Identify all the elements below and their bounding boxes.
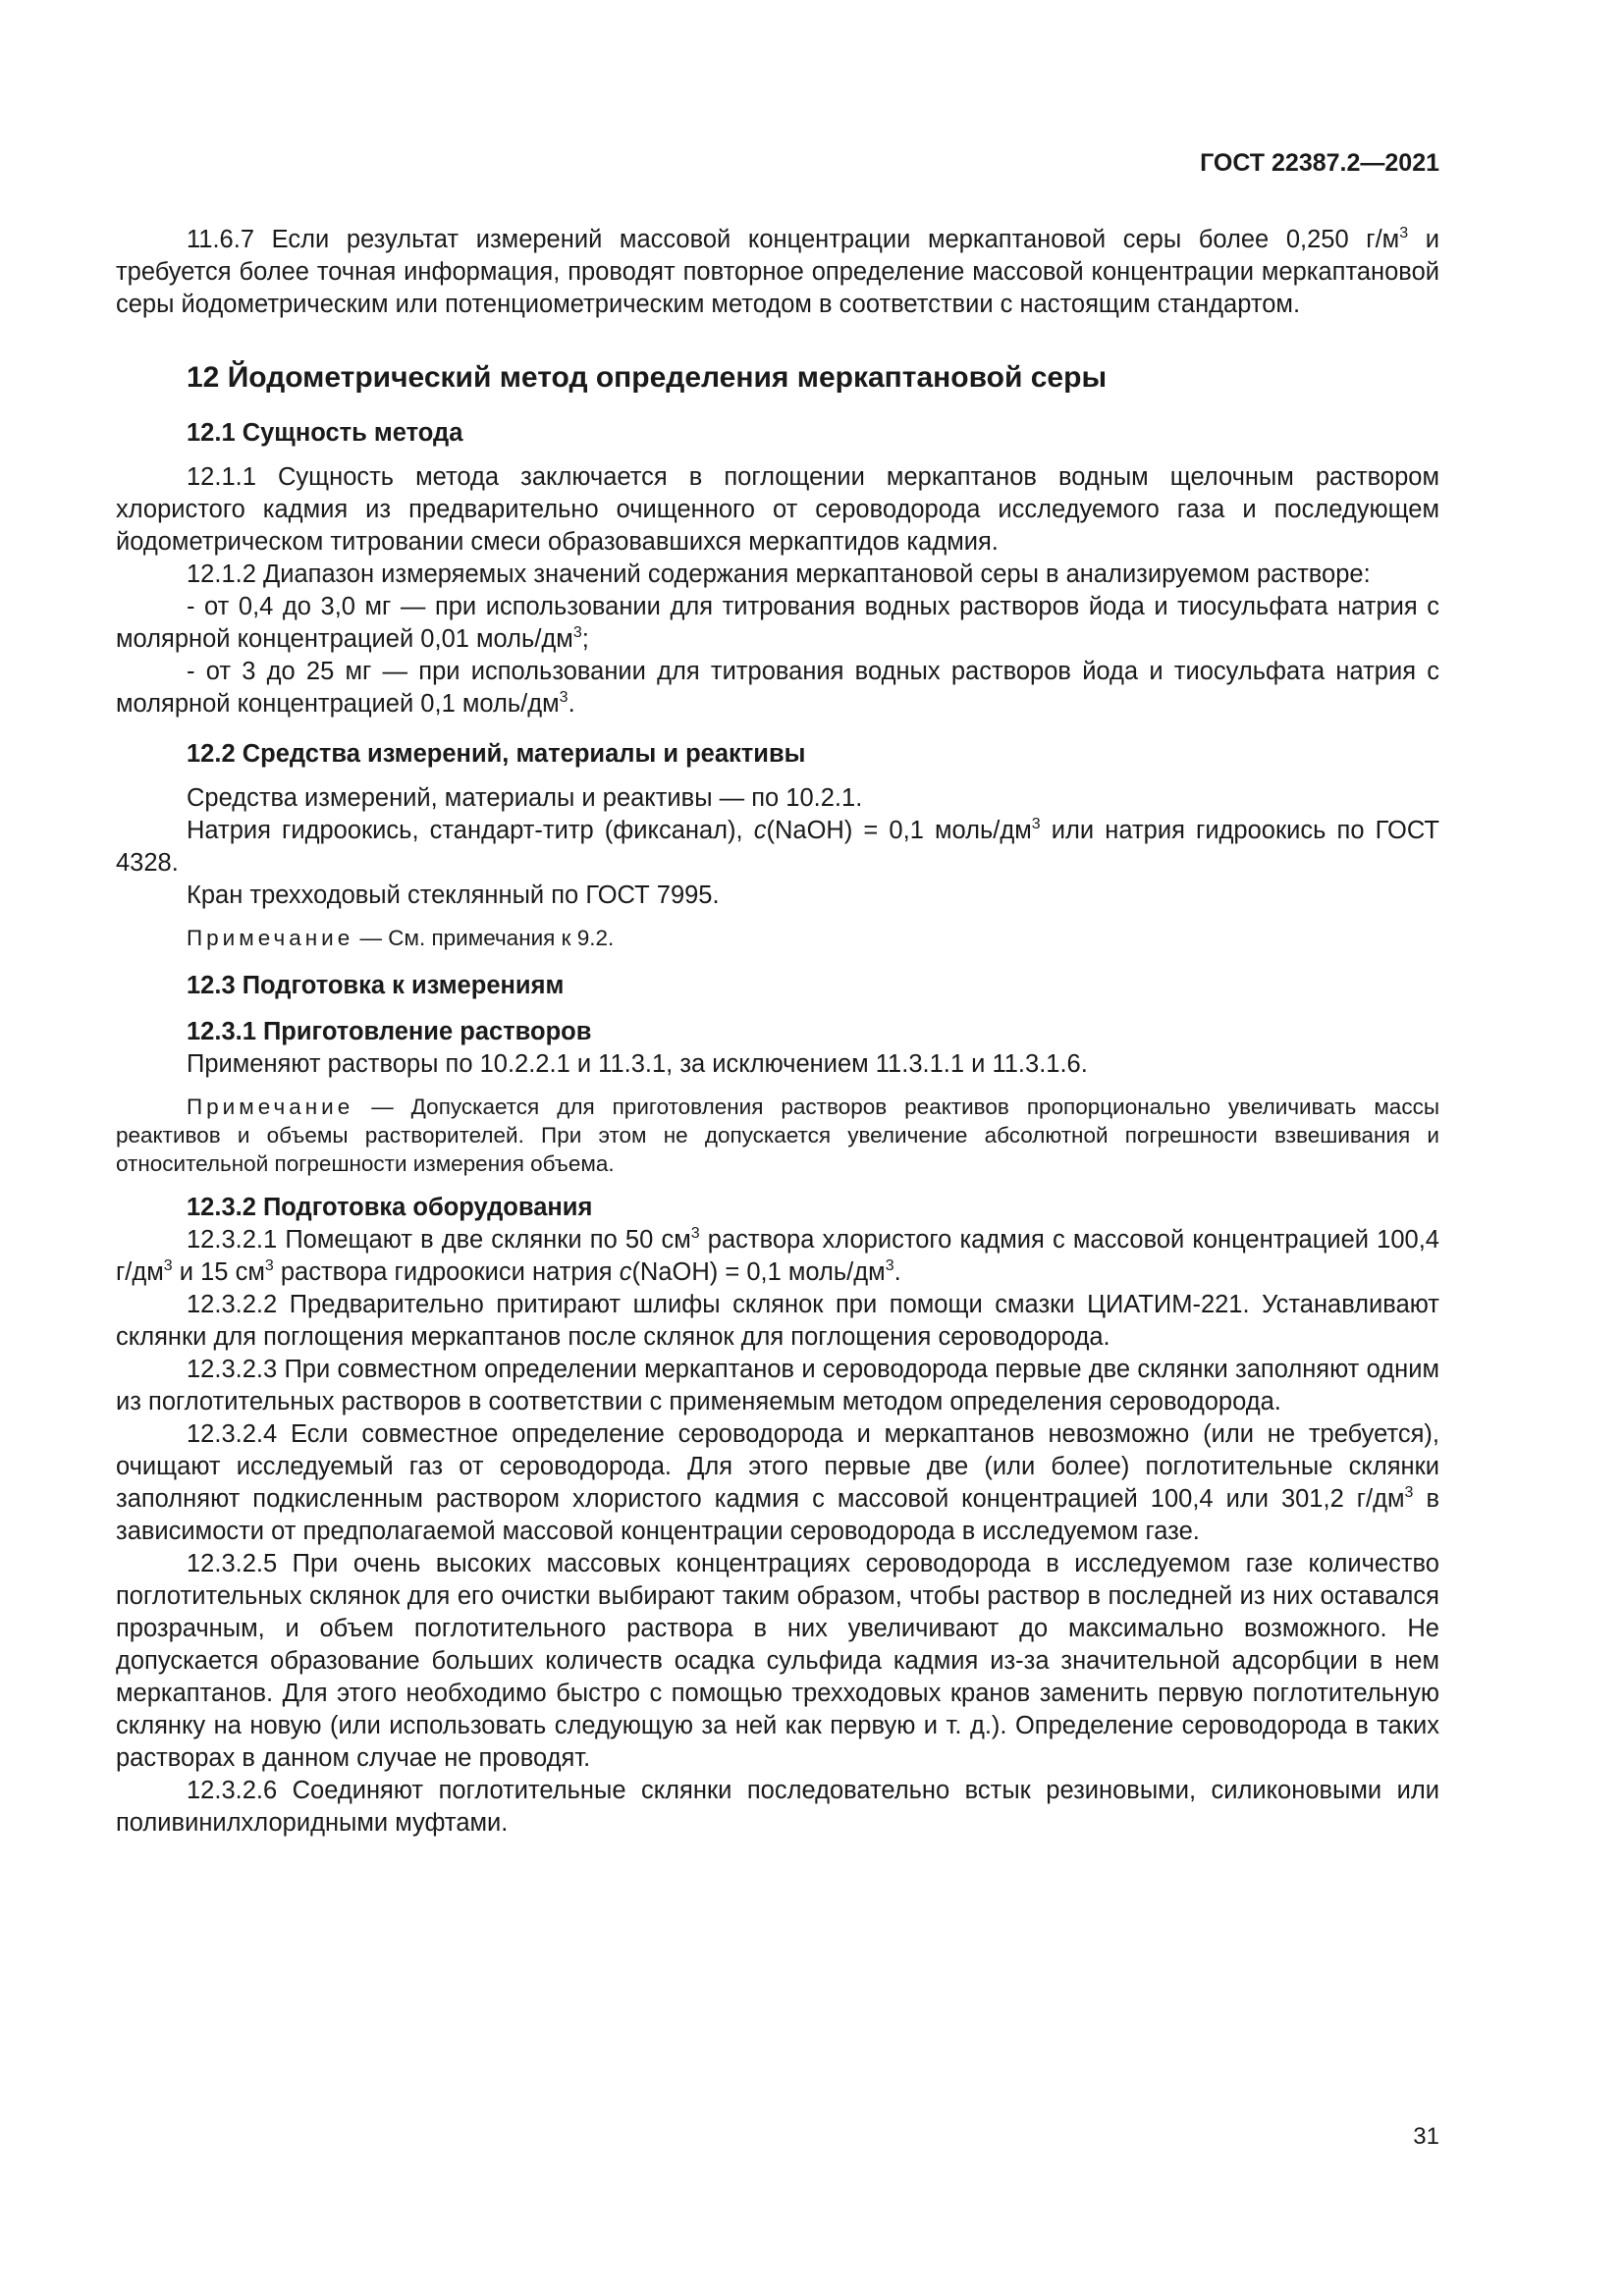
superscript: 3 bbox=[1404, 1484, 1414, 1501]
note-label: Примечание bbox=[187, 926, 354, 950]
text: (NaOH) = 0,1 моль/дм bbox=[631, 1258, 886, 1286]
superscript: 3 bbox=[690, 1225, 700, 1242]
text: раствора хлористого кадмия с массовой концентрацией 100,4 г/дм bbox=[116, 1226, 1439, 1286]
text: - от 3 до 25 мг — при использовании для титрования водных растворов йода и тиосульфата натрия с молярной концентрацией 0,1 моль/дм bbox=[116, 658, 1439, 718]
text: и 15 см bbox=[172, 1258, 265, 1286]
paragraph-12-1-1: 12.1.1 Сущность метода заключается в поглощении меркаптанов водным щелочным раствором хлористого кадмия из предварительно очищенного от сероводорода исследуемого газа и последующем йодометрическом титровании смеси образовавшихся меркаптидов кадмия. bbox=[116, 463, 1439, 556]
paragraph-12-2-c: Кран трехходовый стеклянный по ГОСТ 7995. bbox=[187, 881, 720, 909]
note-2 bbox=[116, 1093, 1439, 1178]
paragraph-12-3-2-1 bbox=[116, 1224, 1439, 1289]
italic-symbol: c bbox=[619, 1258, 632, 1286]
paragraph-12-2-b bbox=[116, 815, 1439, 880]
paragraph-12-3-2-3: 12.3.2.3 При совместном определении меркаптанов и сероводорода первые две склянки заполняют одним из поглотительных растворов в соответствии с применяемым методом определения сероводорода. bbox=[116, 1356, 1439, 1415]
subsection-heading-12-3-2: 12.3.2 Подготовка оборудования bbox=[187, 1194, 593, 1221]
note-1 bbox=[116, 924, 1439, 952]
text: 12.3.2.1 Помещают в две склянки по 50 см bbox=[187, 1226, 691, 1254]
paragraph-12-3-1: Применяют растворы по 10.2.2.1 и 11.3.1, за исключением 11.3.1.1 и 11.3.1.6. bbox=[187, 1050, 1088, 1078]
paragraph-12-3-2-5: 12.3.2.5 При очень высоких массовых концентрациях сероводорода в исследуемом газе количество поглотительных склянок для его очистки выбирают таким образом, чтобы раствор в последней из них оставался прозрачным, и объем поглотительного раствора в них увеличивают до максимально возможного. Не допускается образование больших количеств осадка сульфида кадмия из-за значительной адсорбции в нем меркаптанов. Для этого необходимо быстро с помощью трехходовых кранов заменить первую поглотительную склянку на новую (или использовать следующую за ней как первую и т. д.). Определение сероводорода в таких растворах в данном случае не проводят. bbox=[116, 1550, 1439, 1772]
subsection-heading-12-3: 12.3 Подготовка к измерениям bbox=[187, 972, 565, 999]
text: или натрия гидроокись по ГОСТ 4328. bbox=[116, 817, 1439, 877]
text: . bbox=[893, 1258, 901, 1286]
list-item-range-2 bbox=[116, 656, 1439, 721]
document-code: ГОСТ 22387.2—2021 bbox=[1200, 149, 1439, 177]
paragraph-12-1-2: 12.1.2 Диапазон измеряемых значений содержания меркаптановой серы в анализируемом растворе: bbox=[187, 561, 1371, 588]
paragraph-12-3-2-6: 12.3.2.6 Соединяют поглотительные склянки последовательно встык резиновыми, силиконовыми или поливинилхлоридными муфтами. bbox=[116, 1777, 1439, 1837]
page-number: 31 bbox=[1413, 2123, 1439, 2150]
superscript: 3 bbox=[885, 1257, 894, 1274]
text: 11.6.7 Если результат измерений массовой концентрации меркаптановой серы более 0,250 г/м bbox=[187, 226, 1400, 253]
superscript: 3 bbox=[1031, 816, 1041, 832]
paragraph-12-3-2-2: 12.3.2.2 Предварительно притирают шлифы склянок при помощи смазки ЦИАТИМ-221. Устанавливают склянки для поглощения меркаптанов после склянок для поглощения сероводорода. bbox=[116, 1291, 1439, 1351]
subsection-heading-12-3-1: 12.3.1 Приготовление растворов bbox=[187, 1018, 592, 1045]
section-heading-12: 12 Йодометрический метод определения меркаптановой серы bbox=[187, 361, 1108, 394]
superscript: 3 bbox=[559, 689, 568, 706]
italic-symbol: c bbox=[753, 817, 767, 844]
text: и требуется более точная информация, проводят повторное определение массовой концентрации меркаптановой серы йодометрическим или потенциометрическим методом в соответствии с настоящим стандартом. bbox=[116, 226, 1439, 318]
subsection-heading-12-2: 12.2 Средства измерений, материалы и реактивы bbox=[187, 740, 806, 768]
paragraph-11-6-7 bbox=[116, 224, 1439, 321]
text: 12.3.2.4 Если совместное определение сероводорода и меркаптанов невозможно (или не требуется), очищают исследуемый газ от сероводорода. Для этого первые две (или более) поглотительные склянки заполняют подкисленным раствором хлористого кадмия с массовой концентрацией 100,4 или 301,2 г/дм bbox=[116, 1420, 1439, 1513]
text: раствора гидроокиси натрия bbox=[273, 1258, 620, 1286]
superscript: 3 bbox=[264, 1257, 274, 1274]
subsection-heading-12-1: 12.1 Сущность метода bbox=[187, 419, 463, 447]
text: . bbox=[568, 690, 575, 718]
superscript: 3 bbox=[163, 1257, 173, 1274]
paragraph-12-3-2-4 bbox=[116, 1418, 1439, 1548]
superscript: 3 bbox=[572, 624, 582, 641]
list-item-range-1 bbox=[116, 591, 1439, 656]
text: в зависимости от предполагаемой массовой концентрации сероводорода в исследуемом газе. bbox=[116, 1485, 1439, 1545]
text: (NaOH) = 0,1 моль/дм bbox=[766, 817, 1032, 844]
paragraph-12-2-a: Средства измерений, материалы и реактивы — по 10.2.1. bbox=[187, 784, 863, 812]
note-text: — См. примечания к 9.2. bbox=[353, 926, 615, 950]
note-text: — Допускается для приготовления растворов реактивов пропорционально увеличивать массы реактивов и объемы растворителей. При этом не допускается увеличение абсолютной погрешности взвешивания и относительной погрешности измерения объема. bbox=[116, 1095, 1439, 1176]
text: - от 0,4 до 3,0 мг — при использовании для титрования водных растворов йода и тиосульфата натрия с молярной концентрацией 0,01 моль/дм bbox=[116, 593, 1439, 653]
text: Натрия гидроокись, стандарт-титр (фиксанал), bbox=[187, 817, 754, 844]
note-label: Примечание bbox=[187, 1095, 354, 1119]
text: ; bbox=[581, 625, 589, 653]
superscript: 3 bbox=[1399, 225, 1409, 241]
page-content bbox=[116, 224, 1439, 1840]
